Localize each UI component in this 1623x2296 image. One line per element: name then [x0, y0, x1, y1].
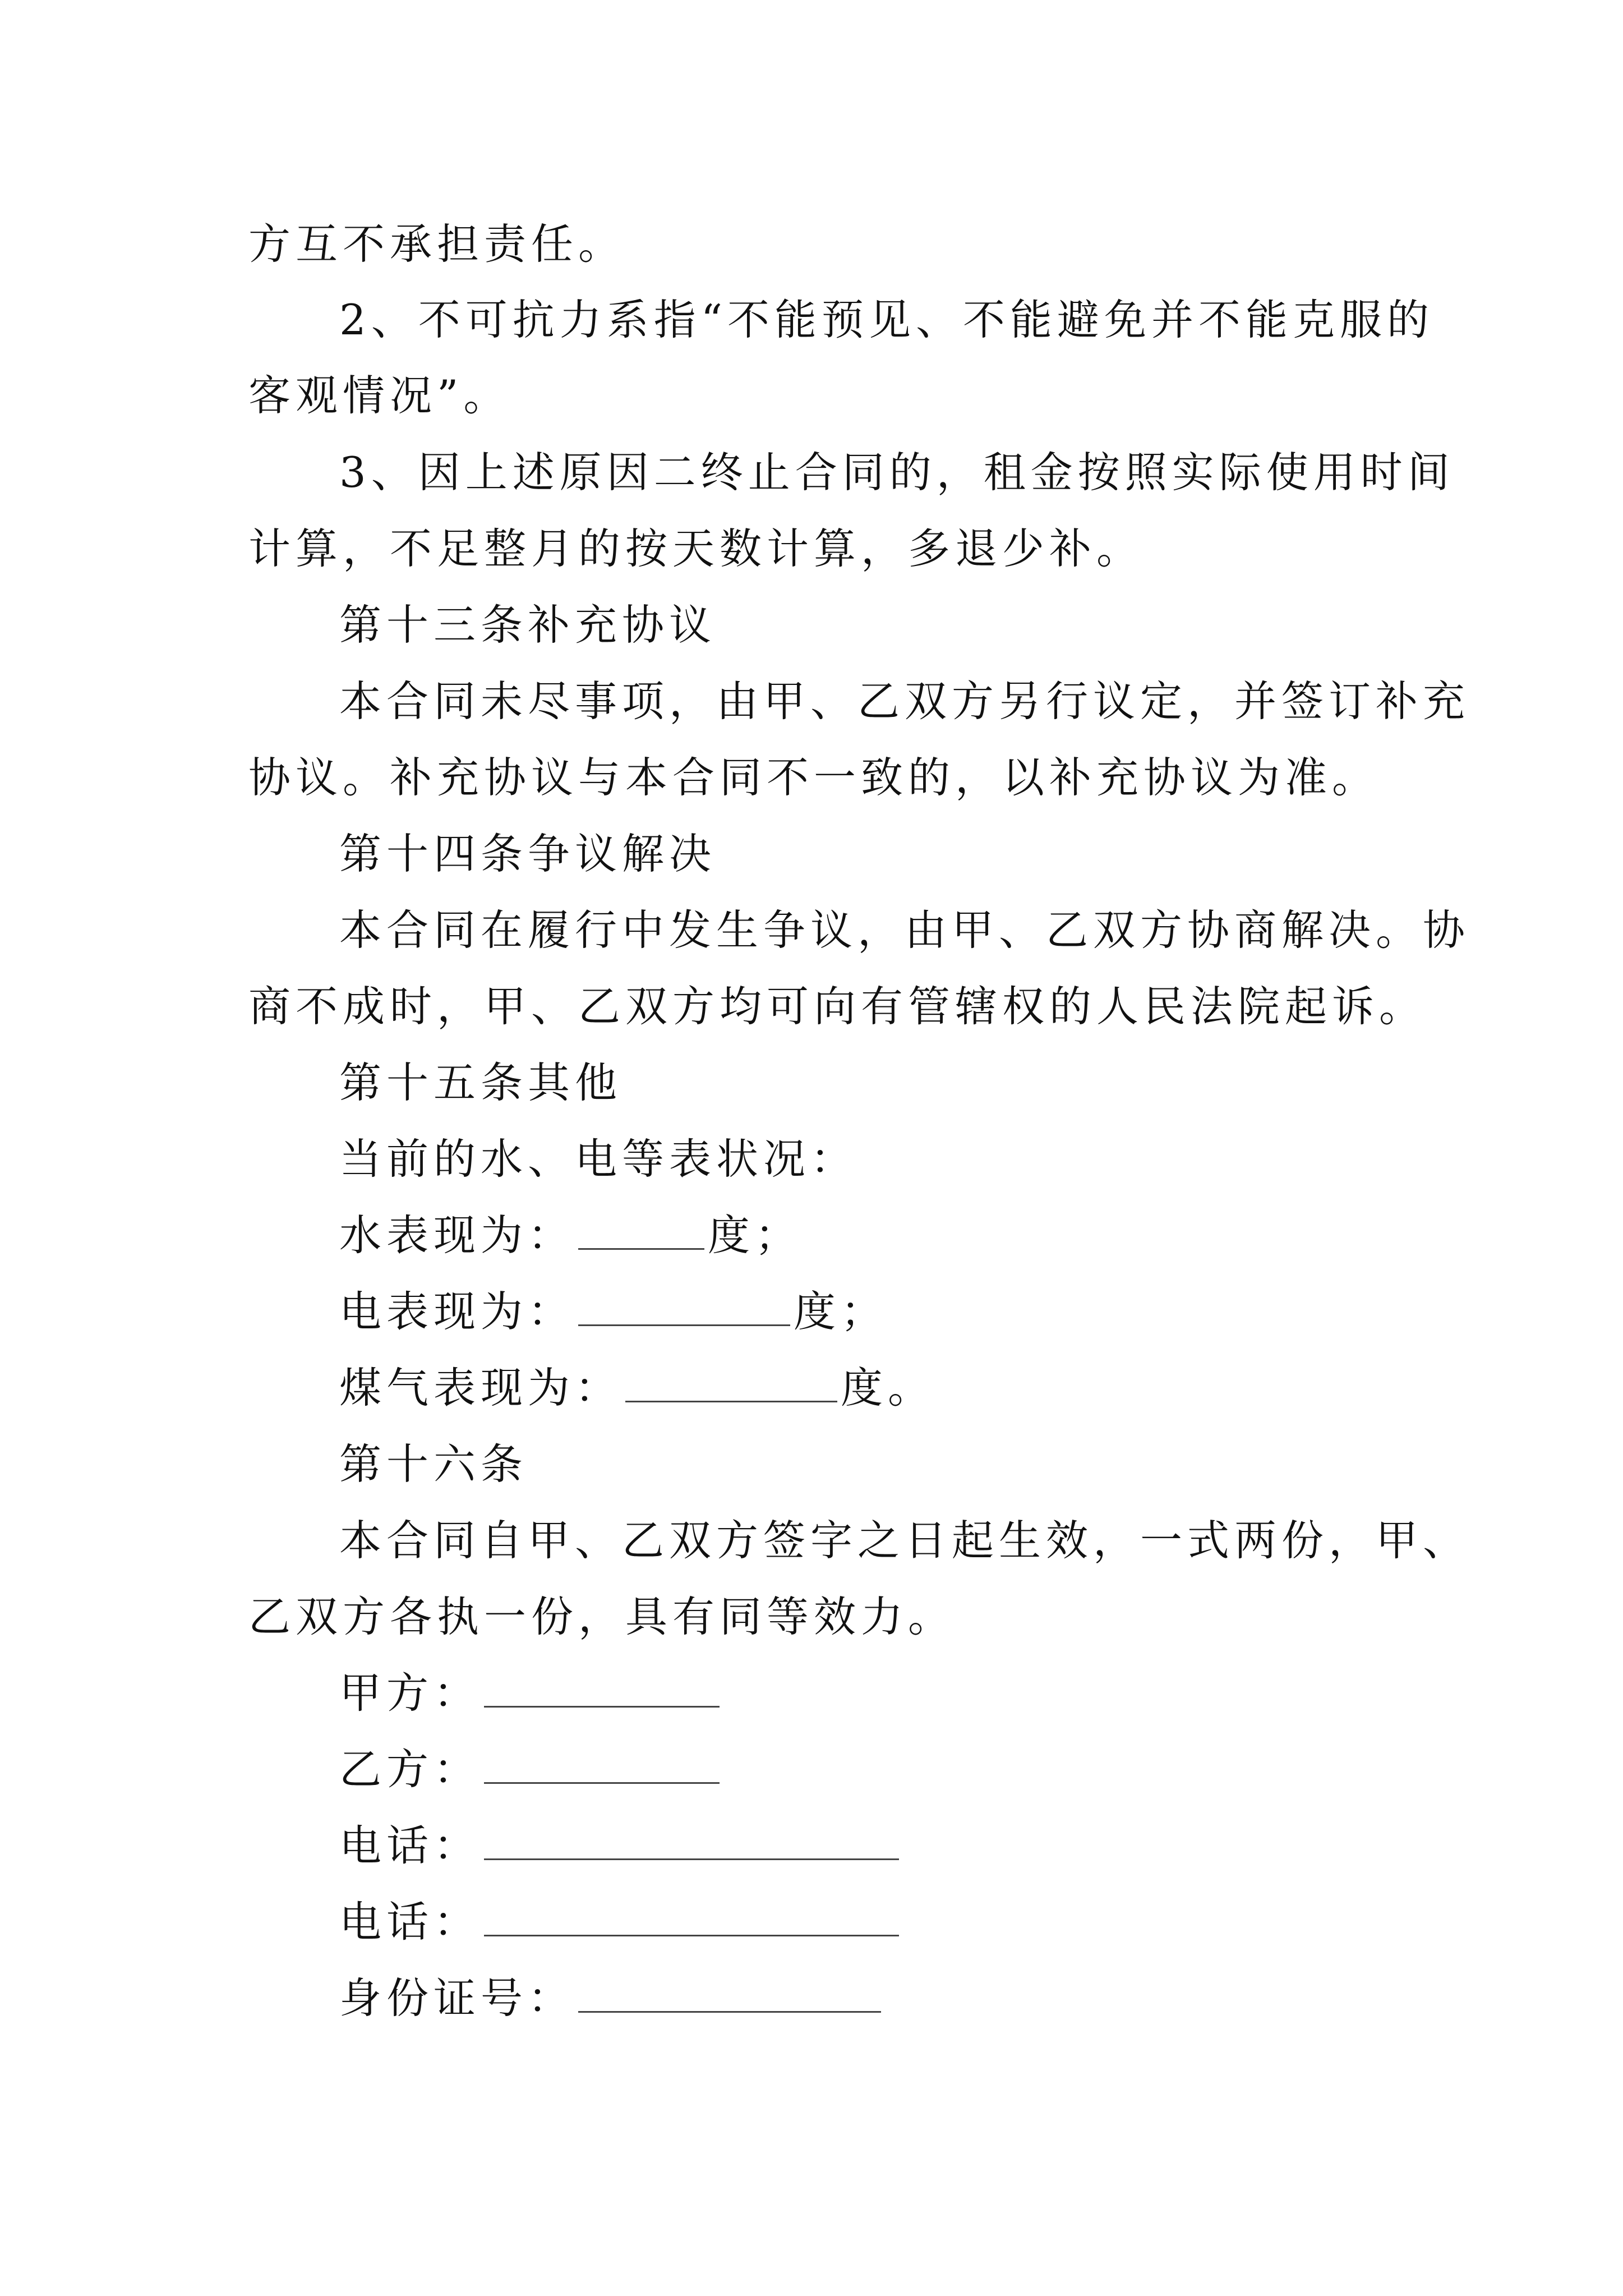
paragraph-line: 本合同自甲、乙双方签字之日起生效，一式两份，甲、 [339, 1516, 1470, 1565]
gas-meter-blank[interactable] [625, 1366, 837, 1402]
phone-2-line [339, 1894, 1438, 1950]
paragraph-line: 当前的水、电等表状况： [339, 1134, 858, 1184]
water-meter-line [339, 1207, 1438, 1263]
phone-1-blank[interactable] [484, 1824, 899, 1860]
section-heading: 第十三条补充协议 [339, 600, 717, 650]
paragraph-line: 计算，不足整月的按天数计算，多退少补。 [248, 524, 1144, 573]
paragraph-line: 本合同未尽事项，由甲、乙双方另行议定，并签订补充 [339, 677, 1470, 726]
electric-meter-blank[interactable] [578, 1290, 790, 1326]
paragraph-line: 3、因上述原因二终止合同的，租金按照实际使用时间 [339, 448, 1455, 497]
paragraph-line: 商不成时，甲、乙双方均可向有管辖权的人民法院起诉。 [248, 982, 1427, 1031]
paragraph-line: 本合同在履行中发生争议，由甲、乙双方协商解决。协 [339, 905, 1470, 955]
section-heading: 第十四条争议解决 [339, 829, 717, 878]
paragraph-line: 方互不承担责任。 [248, 219, 626, 269]
id-number-line [339, 1970, 1438, 2026]
water-meter-label: 水表现为： [339, 1211, 575, 1260]
paragraph-line: 协议。补充协议与本合同不一致的，以补充协议为准。 [248, 753, 1380, 802]
party-b-label: 乙方： [339, 1745, 481, 1794]
gas-meter-label: 煤气表现为： [339, 1363, 623, 1412]
water-meter-unit: 度； [708, 1211, 803, 1260]
electric-meter-unit: 度； [794, 1287, 888, 1336]
electric-meter-label: 电表现为： [339, 1287, 575, 1336]
electric-meter-line [339, 1283, 1438, 1340]
section-heading: 第十五条其他 [339, 1058, 623, 1107]
section-heading: 第十六条 [339, 1439, 528, 1489]
phone-2-blank[interactable] [484, 1900, 899, 1936]
id-number-blank[interactable] [578, 1976, 881, 2013]
party-b-line [339, 1741, 1438, 1797]
gas-meter-unit: 度。 [841, 1363, 935, 1412]
party-a-blank[interactable] [484, 1671, 720, 1708]
id-number-label: 身份证号： [339, 1973, 575, 2023]
phone-2-label: 电话： [339, 1897, 481, 1947]
party-a-line [339, 1665, 1438, 1721]
paragraph-line: 客观情况”。 [248, 371, 511, 420]
party-a-label: 甲方： [339, 1668, 481, 1718]
paragraph-line: 乙双方各执一份，具有同等效力。 [248, 1592, 956, 1641]
party-b-blank[interactable] [484, 1747, 720, 1784]
phone-1-line [339, 1818, 1438, 1874]
phone-1-label: 电话： [339, 1821, 481, 1870]
gas-meter-line [339, 1360, 1438, 1416]
water-meter-blank[interactable] [578, 1213, 704, 1250]
paragraph-line: 2、不可抗力系指“不能预见、不能避免并不能克服的 [339, 295, 1435, 344]
